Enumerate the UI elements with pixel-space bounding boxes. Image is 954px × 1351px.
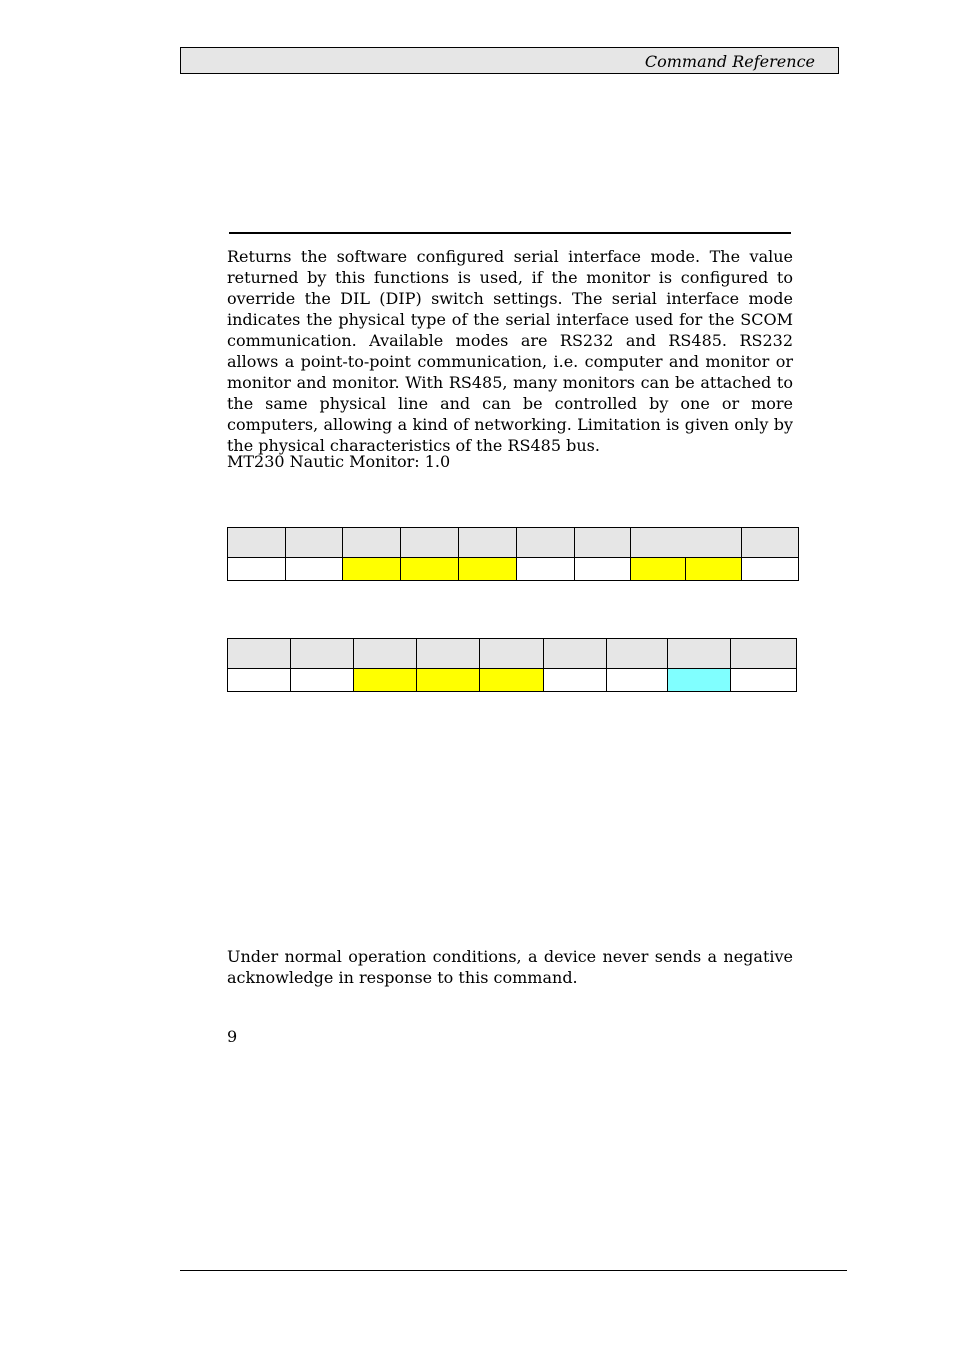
description-paragraph: Returns the software configured serial interface mode. The value returned by this functions is used, if the monitor is configured to override the DIL (DIP) switch settings. The serial interface mode indicates the physical type of the serial interface used for the SCOM communication. Available modes are RS232 and RS485. RS232 allows a point-to-point communication, i.e. computer and monitor or monitor and monitor. With RS485, many monitors can be attached to the same physical line and can be controlled by one or more computers, allowing a kind of networking. Limitation is given only by the physical characteristics of the RS485 bus. — [227, 247, 793, 455]
table-cell — [517, 558, 575, 581]
table-cell — [543, 639, 606, 669]
table-cell — [730, 669, 796, 692]
table-cell — [543, 669, 606, 692]
table-cell — [354, 639, 417, 669]
table-cell — [401, 528, 459, 558]
response-frame-value-row — [228, 669, 797, 692]
version-line: MT230 Nautic Monitor: 1.0 — [227, 452, 451, 471]
table-cell — [228, 639, 291, 669]
response-frame-table — [227, 638, 797, 692]
table-cell — [517, 528, 575, 558]
table-cell — [228, 558, 286, 581]
table-cell — [343, 528, 401, 558]
command-frame-value-row — [228, 558, 799, 581]
table-cell — [631, 528, 742, 558]
table-cell — [730, 639, 796, 669]
response-frame-header-row — [228, 639, 797, 669]
command-frame-table — [227, 527, 799, 581]
table-cell-highlight — [343, 558, 401, 581]
table-cell — [742, 558, 799, 581]
table-cell — [228, 528, 286, 558]
table-cell — [480, 639, 543, 669]
nack-note: Under normal operation conditions, a device never sends a negative acknowledge in response to this command. — [227, 947, 793, 987]
page-header — [180, 47, 839, 74]
table-cell-highlight — [480, 669, 543, 692]
table-cell-highlight — [459, 558, 517, 581]
header-title: Command Reference — [644, 52, 815, 71]
table-cell-highlight — [417, 669, 480, 692]
table-cell — [286, 558, 343, 581]
table-cell — [742, 528, 799, 558]
table-cell — [286, 528, 343, 558]
section-rule — [229, 232, 791, 234]
table-cell-highlight — [631, 558, 686, 581]
table-cell — [606, 639, 667, 669]
table-cell — [459, 528, 517, 558]
table-cell-highlight-cyan — [667, 669, 730, 692]
footer-rule — [180, 1270, 847, 1271]
command-frame-header-row — [228, 528, 799, 558]
table-cell — [417, 639, 480, 669]
table-cell — [667, 639, 730, 669]
table-cell — [291, 669, 354, 692]
table-cell-highlight — [401, 558, 459, 581]
table-cell — [575, 558, 631, 581]
table-cell — [575, 528, 631, 558]
footnote-number: 9 — [227, 1027, 238, 1046]
table-cell — [606, 669, 667, 692]
table-cell-highlight — [354, 669, 417, 692]
table-cell — [228, 669, 291, 692]
table-cell-highlight — [686, 558, 742, 581]
table-cell — [291, 639, 354, 669]
